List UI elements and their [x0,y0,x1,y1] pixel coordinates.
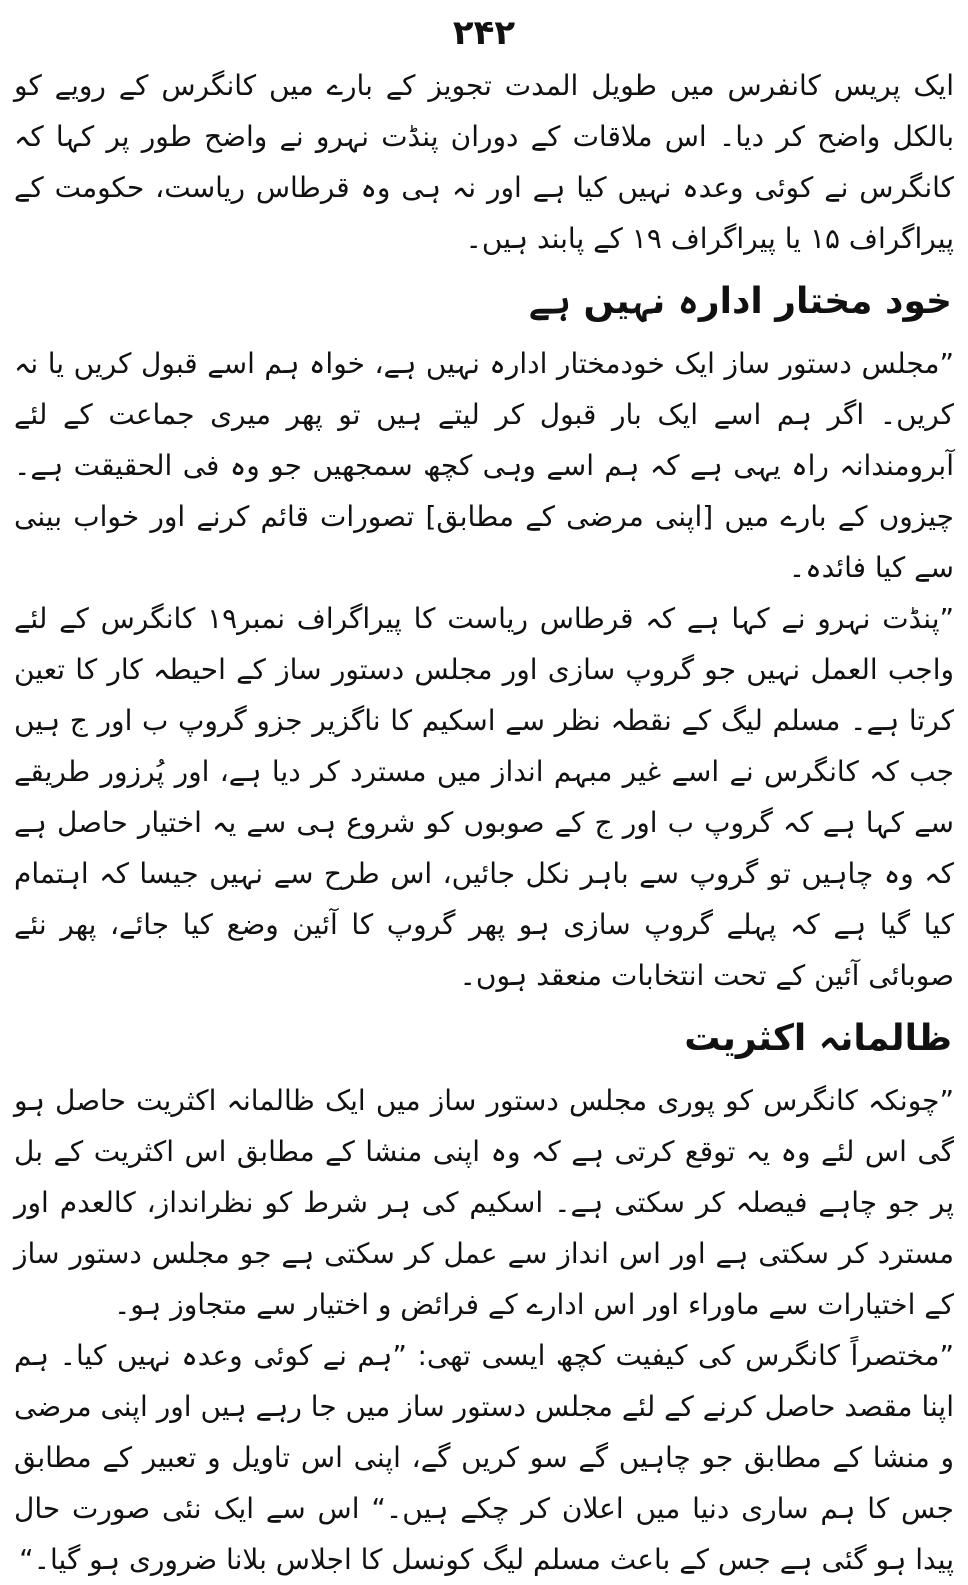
paragraph-grouping-clause: ”پنڈت نہرو نے کہا ہے کہ قرطاس ریاست کا پیراگراف نمبر۱۹ کانگرس کے لئے واجب العمل نہیں جو گروپ سازی اور مجلس دستور ساز کے احیطہ کار کا تعین کرتا ہے۔ مسلم لیگ کے نقطہ نظر سے اسکیم کا ناگزیر جزو گروپ ب اور ج ہیں جب کہ کانگرس نے اسے غیر مبہم انداز میں مسترد کر دیا ہے، اور پُرزور طریقے سے کہا ہے کہ گروپ ب اور ج کے صوبوں کو شروع ہی سے یہ اختیار حاصل ہے کہ وہ چاہیں تو گروپ سے باہر نکل جائیں، اس طرح سے نہیں جیسا کہ اہتمام کیا گیا ہے کہ پہلے گروپ سازی ہو پھر گروپ کا آئین وضع کیا جائے، پھر نئے صوبائی آئین کے تحت انتخابات منعقد ہوں۔ [14,602,954,992]
section-heading-not-sovereign: خود مختار ادارہ نہیں ہے [528,281,952,322]
paragraph-congress-attitude: ”مختصراً کانگرس کی کیفیت کچھ ایسی تھی: ”ہم نے کوئی وعدہ نہیں کیا۔ ہم اپنا مقصد حاصل کرنے کے لئے مجلس دستور ساز میں جا رہے ہیں اور اپنی مرضی و منشا کے مطابق جو چاہیں گے سو کریں گے، اپنی اس تاویل و تعبیر کے مطابق جس کا ہم ساری دنیا میں اعلان کر چکے ہیں۔“ اس سے ایک نئی صورت حال پیدا ہو گئی ہے جس کے باعث مسلم لیگ کونسل کا اجلاس بلانا ضروری ہو گیا۔“ [14,1339,954,1576]
paragraph-brute-majority: ”چونکہ کانگرس کو پوری مجلس دستور ساز میں ایک ظالمانہ اکثریت حاصل ہو گی اس لئے وہ یہ توقع کرتی ہے کہ وہ اپنی منشا کے مطابق اس اکثریت کے بل پر جو چاہے فیصلہ کر سکتی ہے۔ اسکیم کی ہر شرط کو نظرانداز، کالعدم اور مسترد کر سکتی ہے اور اس انداز سے عمل کر سکتی ہے جو مجلس دستور ساز کے اختیارات سے ماوراء اور اس ادارے کے فرائض و اختیار سے متجاوز ہو۔ [14,1084,954,1321]
paragraph-press-conference: ایک پریس کانفرس میں طویل المدت تجویز کے بارے میں کانگرس کے رویے کو بالکل واضح کر دیا۔ اس ملاقات کے دوران پنڈت نہرو نے واضح طور پر کہا کہ کانگرس نے کوئی وعدہ نہیں کیا ہے اور نہ ہی وہ قرطاس ریاست، حکومت کے پیراگراف ۱۵ یا پیراگراف ۱۹ کے پابند ہیں۔ [14,69,954,255]
section-heading-tyrannical-majority: ظالمانہ اکثریت [684,1018,952,1059]
page-number: ۲۴۲ [452,13,516,53]
paragraph-assembly-not-sovereign: ”مجلس دستور ساز ایک خودمختار ادارہ نہیں ہے، خواہ ہم اسے قبول کریں یا نہ کریں۔ اگر ہم اسے ایک بار قبول کر لیتے ہیں تو پھر میری جماعت کے لئے آبرومندانہ راہ یہی ہے کہ ہم اسے وہی کچھ سمجھیں جو وہ فی الحقیقت ہے۔ چیزوں کے بارے میں [اپنی مرضی کے مطابق] تصورات قائم کرنے اور خواب بینی سے کیا فائدہ۔ [14,347,954,584]
